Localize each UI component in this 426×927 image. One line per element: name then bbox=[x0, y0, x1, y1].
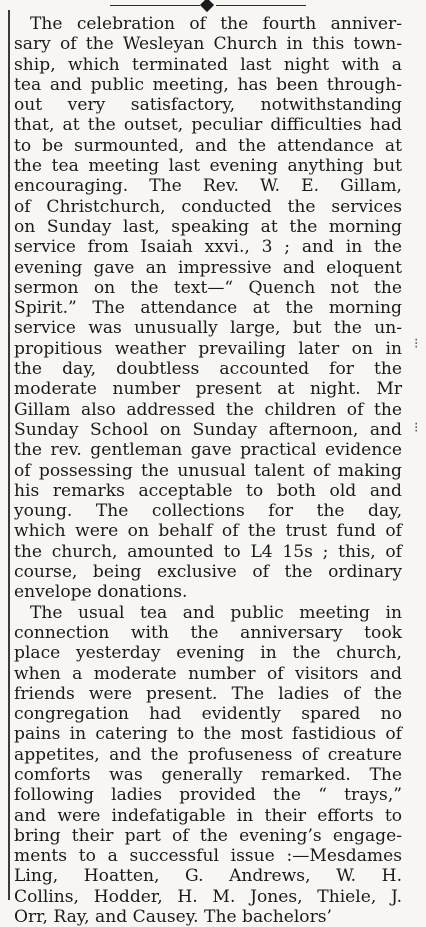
article-line: Gillam also addressed the children of the bbox=[14, 399, 402, 420]
article-line: and were indefatigable in their efforts to bbox=[14, 805, 402, 826]
article-line: pains in catering to the most fastidious of bbox=[14, 724, 402, 745]
diamond-ornament-icon bbox=[200, 0, 214, 12]
article-line: moderate number present at night. Mr bbox=[14, 379, 402, 400]
article-line: ship, which terminated last night with a bbox=[14, 54, 402, 75]
article-paragraph-2 bbox=[14, 603, 402, 927]
article-line: Sunday School on Sunday afternoon, and bbox=[14, 419, 402, 440]
article-line: tea and public meeting, has been through- bbox=[14, 74, 402, 95]
article-line: ments to a successful issue :—Mesdames bbox=[14, 846, 402, 867]
article-line: the church, amounted to L4 15s ; this, of bbox=[14, 541, 402, 562]
ornamental-divider bbox=[0, 0, 426, 12]
article-line: comforts was generally remarked. The bbox=[14, 764, 402, 785]
article-line: of Christchurch, conducted the services bbox=[14, 196, 402, 217]
article-line: the day, doubtless accounted for the bbox=[14, 359, 402, 380]
article-line: sermon on the text—“ Quench not the bbox=[14, 277, 402, 298]
divider-line-left bbox=[110, 5, 200, 6]
article-line: connection with the anniversary took bbox=[14, 622, 402, 643]
column-rule bbox=[8, 10, 10, 900]
article-line: when a moderate number of visitors and bbox=[14, 663, 402, 684]
article-line: Spirit.” The attendance at the morning bbox=[14, 298, 402, 319]
article-line: on Sunday last, speaking at the morning bbox=[14, 216, 402, 237]
article-line: service was unusually large, but the un- bbox=[14, 318, 402, 339]
article-line: encouraging. The Rev. W. E. Gillam, bbox=[14, 176, 402, 197]
article-line: service from Isaiah xxvi., 3 ; and in the bbox=[14, 237, 402, 258]
article-line: propitious weather prevailing later on in bbox=[14, 338, 402, 359]
article-paragraph-1 bbox=[14, 14, 402, 603]
article-line: The celebration of the fourth anniver- bbox=[30, 14, 402, 34]
article-line: appetites, and the profuseness of creature bbox=[14, 744, 402, 765]
article-line: the rev. gentleman gave practical evidence bbox=[14, 440, 402, 461]
article-line: friends were present. The ladies of the bbox=[14, 683, 402, 704]
article-line: congregation had evidently spared no bbox=[14, 704, 402, 725]
article-line: his remarks acceptable to both old and bbox=[14, 480, 402, 501]
article-line: The usual tea and public meeting in bbox=[30, 602, 402, 623]
article-line: Orr, Ray, and Causey. The bachelors’ bbox=[14, 907, 332, 927]
newspaper-article bbox=[14, 14, 402, 927]
article-line: evening gave an impressive and eloquent bbox=[14, 257, 402, 278]
article-line: out very satisfactory, notwithstanding bbox=[14, 95, 402, 116]
margin-mark-icon: ⁝ bbox=[414, 336, 419, 352]
article-line: place yesterday evening in the church, bbox=[14, 643, 402, 664]
article-line: of possessing the unusual talent of making bbox=[14, 460, 402, 481]
article-line: bring their part of the evening’s engage- bbox=[14, 825, 402, 846]
article-line: sary of the Wesleyan Church in this town- bbox=[14, 34, 402, 55]
article-line: young. The collections for the day, bbox=[14, 501, 402, 522]
article-line: to be surmounted, and the attendance at bbox=[14, 135, 402, 156]
article-line: following ladies provided the “ trays,” bbox=[14, 785, 402, 806]
article-line: course, being exclusive of the ordinary bbox=[14, 562, 402, 583]
article-line: Collins, Hodder, H. M. Jones, Thiele, J. bbox=[14, 886, 402, 907]
article-line: the tea meeting last evening anything but bbox=[14, 156, 402, 177]
article-line: Ling, Hoatten, G. Andrews, W. H. bbox=[14, 866, 402, 887]
divider-line-right bbox=[216, 5, 306, 6]
article-line: that, at the outset, peculiar difficulties had bbox=[14, 115, 402, 136]
margin-mark-icon: ⁝ bbox=[414, 420, 419, 436]
article-line: envelope donations. bbox=[14, 582, 188, 603]
article-line: which were on behalf of the trust fund of bbox=[14, 521, 402, 542]
